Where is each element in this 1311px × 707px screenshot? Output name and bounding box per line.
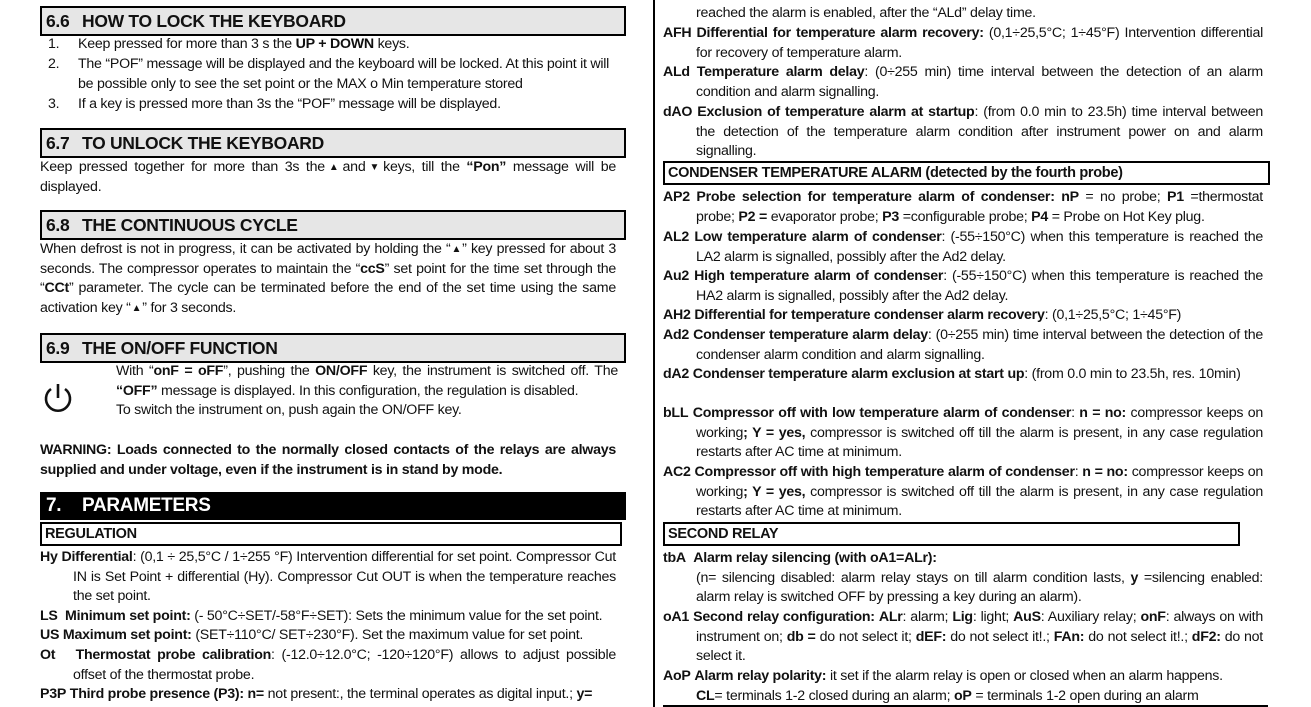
text: do not select it; [815,628,916,645]
param-name: Thermostat probe calibration [75,647,272,663]
param-code: AP2 [663,189,690,205]
text: = no probe; [1078,189,1168,205]
param-name: Third probe presence (P3): [69,686,244,702]
param-name: Condenser temperature alarm exclusion at start up [692,366,1025,382]
param-code: US [40,627,60,643]
bold-text: dF2: [1191,628,1221,645]
down-arrow-icon: ▼ [369,162,380,173]
text: message is displayed. In this configuration, the regulation is disabled. [157,382,579,399]
section-6-7-heading [40,128,626,158]
param-desc: (0,1÷25,5°C; 1÷45°F) Intervention differential for recovery of temperature alarm. [696,25,1263,61]
text: To switch the instrument on, push again the ON/OFF key. [116,402,462,419]
bold-text: n = no: [1082,464,1128,480]
text: ” set point for the time set through the “ [40,260,616,297]
text: (n= silencing disabled: alarm relay stays on till alarm condition lasts, [696,569,1131,586]
bold-text: onF = oFF [153,363,224,379]
bold-text: AuS [1013,609,1041,625]
bold-text: “Pon” [466,159,507,175]
paragraph [40,240,616,318]
bold-text: ccS [360,260,385,277]
text: Keep pressed together for more than 3s the [40,159,325,175]
param-desc: (- 50°C÷SET/-58°F÷SET): Sets the minimum value for the set point. [190,608,603,624]
param-desc: not present:, the terminal operates as digital input.; [263,686,577,702]
param-code: ALd [663,64,690,80]
bold-text: db = [786,628,816,645]
param-desc: : (-12.0÷12.0°C; -120÷120°F) allows to adjust possible offset of the thermostat probe. [73,647,616,683]
bold-text: oP [954,687,972,704]
param-desc: : (0,1÷25,5°C; 1÷45°F) [1044,307,1182,323]
param-ah2 [663,306,1263,326]
bold-text: ALr [878,609,903,625]
text: compressor keeps on working [696,464,1263,500]
text: compressor is switched off till the alarm is present, in any case regulation restarts after AC time at minimum. [696,483,1263,520]
text: and [342,159,366,175]
param-us [40,626,616,646]
warning-text: WARNING: Loads connected to the normally closed contacts of the relays are always supplied and under voltage, even if the instrument is in stand by mode. [40,442,616,478]
bold-text: Lig [952,609,973,625]
list-number: 3. [48,96,60,112]
section-title: THE CONTINUOUS CYCLE [82,215,298,235]
text: : [1074,464,1083,480]
text: With “ [116,363,154,379]
param-code: tbA [663,550,686,566]
param-desc: : (0÷255 min) time interval between the detection of an alarm condition and alarm signalling. [696,64,1263,100]
text: do not select it!.; [1084,628,1192,645]
text: it set if the alarm relay is open or closed when an alarm happens. [826,668,1223,684]
text: : always on with instrument on; [696,609,1264,645]
text: message will be displayed. [40,159,616,195]
continued-text: reached the alarm is enabled, after the “ALd” delay time. [696,5,1036,21]
text: ” for 3 seconds. [142,299,237,316]
text: : alarm; [902,609,953,625]
param-afh [663,24,1263,63]
text: do not select it. [696,628,1263,665]
bold-text: CL [696,687,715,704]
param-oa1 [663,608,1263,667]
param-p3p [40,685,616,705]
param-code: dA2 [663,366,690,382]
text: = Probe on Hot Key plug. [1048,208,1205,225]
text: ” key pressed for about 3 seconds. The compressor operates to maintain the “ [40,241,616,277]
param-ap2 [663,188,1263,227]
param-da2 [663,365,1263,385]
up-arrow-icon: ▲ [131,302,142,314]
section-number: 6.7 [46,133,70,153]
section-number: 6.6 [46,11,70,31]
bold-text: ; Y = yes, [743,424,806,441]
section-title: TO UNLOCK THE KEYBOARD [82,133,324,153]
param-ac2 [663,463,1263,522]
paragraph [116,362,618,421]
param-desc: : (-55÷150°C) when this temperature is reached the HA2 alarm is signalled, possibly after the Ad2 delay. [696,268,1263,304]
param-code: dAO [663,104,693,120]
param-desc: (SET÷110°C/ SET÷230°F). Set the maximum value for set point. [191,627,584,643]
text: : Auxiliary relay; [1040,609,1141,625]
bold-text: n= [243,686,264,702]
bold-text: P1 [1167,189,1184,205]
bold-text: nP [1061,189,1079,205]
bold-text: ; Y = yes, [743,483,806,500]
up-arrow-icon: ▲ [328,162,339,173]
param-name: Probe selection for temperature alarm of condenser: [696,189,1055,205]
param-name: Compressor off with low temperature alarm of condenser [692,405,1072,421]
regulation-subheading: REGULATION [40,522,622,546]
text: = terminals 1-2 closed during an alarm; [714,687,955,704]
param-hy [40,548,616,607]
text: ” parameter. The cycle can be terminated before the end of the set time using the same activation key “ [40,280,616,316]
param-tba [663,549,1263,608]
list-number: 1. [48,36,60,52]
bold-text: n = no: [1079,405,1127,421]
text: When defrost is not in progress, it can be activated by holding the “ [40,241,451,257]
param-ad2 [663,326,1263,365]
text: compressor keeps on working [696,405,1263,441]
param-name: Temperature alarm delay [696,64,865,80]
text: do not select it!.; [946,628,1054,645]
section-title: PARAMETERS [82,495,211,516]
param-name: Condenser temperature alarm delay [693,327,928,343]
param-name: Alarm relay silencing (with oA1=ALr): [693,550,937,566]
text: If a key is pressed more than 3s the “POF” message will be displayed. [78,96,501,112]
section-6-9-heading [40,333,626,363]
section-number: 7. [46,495,62,516]
param-name: Maximum set point: [62,627,192,643]
section-title: THE ON/OFF FUNCTION [82,338,278,358]
param-code: bLL [663,405,689,421]
text: compressor is switched off till the alarm is present, in any case regulation restarts after AC time at minimum. [696,424,1263,461]
section-title: HOW TO LOCK THE KEYBOARD [82,11,346,31]
param-code: oA1 [663,609,690,625]
param-name: Low temperature alarm of condenser [694,229,942,245]
param-code: Hy [40,549,58,565]
param-aop [663,667,1263,706]
param-name: Differential for temperature condenser alarm recovery [694,307,1045,323]
section-number: 6.9 [46,338,70,358]
text: =thermostat probe; [696,189,1263,225]
text: key, the instrument is switched off. The [367,363,619,379]
param-code: AoP [663,668,691,684]
text: : [1071,405,1080,421]
text: ”, pushing the [223,363,316,379]
paragraph [40,158,616,197]
text: evaporator probe; [767,208,883,225]
bold-text: “OFF” [116,382,158,399]
param-name: Exclusion of temperature alarm at startup [697,104,975,120]
bold-text: onF [1140,609,1166,625]
bold-text: dEF: [915,628,947,645]
section-number: 6.8 [46,215,70,235]
text: =configurable probe; [899,208,1032,225]
text: = terminals 1-2 open during an alarm [971,687,1199,704]
text: be possible only to see the set point or the MAX o Min temperature stored [78,75,523,92]
param-name: Compressor off with high temperature alarm of condenser [694,464,1075,480]
param-code: Ad2 [663,327,690,343]
second-relay-subheading: SECOND RELAY [663,522,1240,546]
param-code: Au2 [663,268,690,284]
list-number: 2. [48,56,60,72]
param-desc: : (0,1 ÷ 25,5°C / 1÷255 °F) Intervention differential for set point. Compressor Cut IN is Set Point + differential (Hy). Compressor Cut OUT is when the temperature reaches the set point. [73,549,616,605]
param-code: LS [40,608,58,624]
param-ot [40,646,616,685]
param-desc: : (from 0.0 min to 23.5h, res. 10min) [1024,366,1241,382]
param-code: AH2 [663,307,691,323]
param-name: Differential for temperature alarm recovery: [696,25,984,41]
divider [40,518,624,520]
param-code: AC2 [663,464,691,480]
param-name: Second relay configuration: [693,609,875,625]
param-code: AFH [663,25,692,41]
param-code: P3P [40,686,67,702]
param-desc: : (from 0.0 min to 23.5h) time interval between the detection of the temperature alarm condition after instrument power on and alarm signalling. [696,104,1263,160]
text: keys, till the [383,159,460,175]
bold-text: P3 [882,208,900,225]
text: keys. [373,36,410,52]
param-al2 [663,228,1263,267]
param-name: High temperature alarm of condenser [694,268,944,284]
bold-text: UP + DOWN [295,36,374,52]
param-code: Ot [40,647,56,663]
text: : light; [972,609,1014,625]
text: =silencing enabled: alarm relay is switched OFF by pressing a key during an alarm). [696,569,1264,606]
bold-text: P4 [1031,208,1049,225]
param-name: Differential [61,549,133,565]
section-7-heading [40,492,626,520]
power-icon [40,380,76,416]
param-code: AL2 [663,229,690,245]
param-ald [663,63,1263,102]
up-arrow-icon: ▲ [451,244,462,255]
param-desc: : (0÷255 min) time interval between the detection of the condenser alarm condition and alarm signalling. [696,327,1263,363]
section-6-6-heading [40,6,626,36]
section-6-8-heading [40,210,626,240]
param-name: Alarm relay polarity: [694,668,827,684]
param-bll [663,404,1263,463]
param-name: Minimum set point: [65,608,191,624]
bold-text: FAn: [1053,628,1085,645]
bold-text: y [1130,569,1139,586]
bold-text: ON/OFF [315,363,368,379]
param-dao [663,103,1263,162]
param-desc: : (-55÷150°C) when this temperature is reached the LA2 alarm is signalled, possibly after the Ad2 delay. [696,229,1263,265]
bold-text: CCt [44,280,69,297]
condenser-alarm-subheading: CONDENSER TEMPERATURE ALARM (detected by the fourth probe) [663,161,1270,185]
text: The “POF” message will be displayed and the keyboard will be locked. At this point it will [78,56,610,72]
bold-text: P2 = [738,208,768,225]
text: Keep pressed for more than 3 s the [78,36,296,52]
bold-text: y= [576,686,593,702]
column-divider [653,0,655,707]
param-au2 [663,267,1263,306]
param-ls [40,607,616,627]
